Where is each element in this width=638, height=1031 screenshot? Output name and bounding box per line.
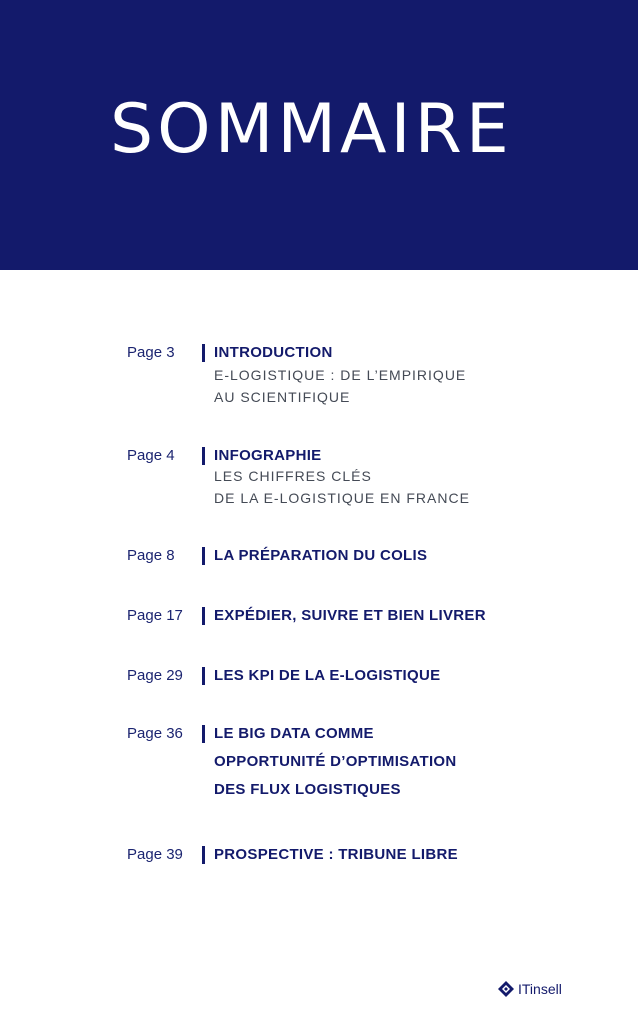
toc-title-line: DES FLUX LOGISTIQUES [214,781,401,798]
toc-title [214,723,457,807]
toc-divider-bar [202,725,205,743]
itinsell-logo-icon [498,981,514,997]
toc-divider-bar [202,447,205,465]
toc-page-ref: Page 17 [127,607,183,624]
toc-title [214,844,458,872]
toc-divider-bar [202,344,205,362]
toc-title [214,545,427,573]
toc-title-line: PROSPECTIVE : TRIBUNE LIBRE [214,846,458,863]
toc-title-line: OPPORTUNITÉ D’OPTIMISATION [214,753,457,770]
toc-title-line: INFOGRAPHIE [214,447,322,464]
page-title: SOMMAIRE [110,90,513,169]
toc-subtitle-line: AU SCIENTIFIQUE [214,389,351,405]
toc-divider-bar [202,547,205,565]
logo-text: ITinsell [518,981,562,997]
toc-subtitle-line: LES CHIFFRES CLÉS [214,468,372,484]
toc-page-ref: Page 36 [127,725,183,742]
toc-title [214,605,486,633]
brand-logo [498,978,562,1000]
toc-page-ref: Page 4 [127,447,175,464]
toc-page-ref: Page 3 [127,344,175,361]
toc-page-ref: Page 8 [127,547,175,564]
toc-page-ref: Page 39 [127,846,183,863]
toc-divider-bar [202,667,205,685]
toc-subtitle-line: DE LA E-LOGISTIQUE EN FRANCE [214,490,470,506]
toc-divider-bar [202,846,205,864]
toc-title [214,665,440,693]
toc-title-line: INTRODUCTION [214,344,333,361]
toc-title-line: LE BIG DATA COMME [214,725,374,742]
toc-title-line: LES KPI DE LA E-LOGISTIQUE [214,667,441,684]
toc-subtitle [214,465,470,509]
toc-subtitle-line: E-LOGISTIQUE : DE L’EMPIRIQUE [214,367,467,383]
toc-page-ref: Page 29 [127,667,183,684]
toc-title-line: EXPÉDIER, SUIVRE ET BIEN LIVRER [214,607,486,624]
toc-divider-bar [202,607,205,625]
toc-subtitle [214,364,466,408]
toc-title-line: LA PRÉPARATION DU COLIS [214,547,428,564]
